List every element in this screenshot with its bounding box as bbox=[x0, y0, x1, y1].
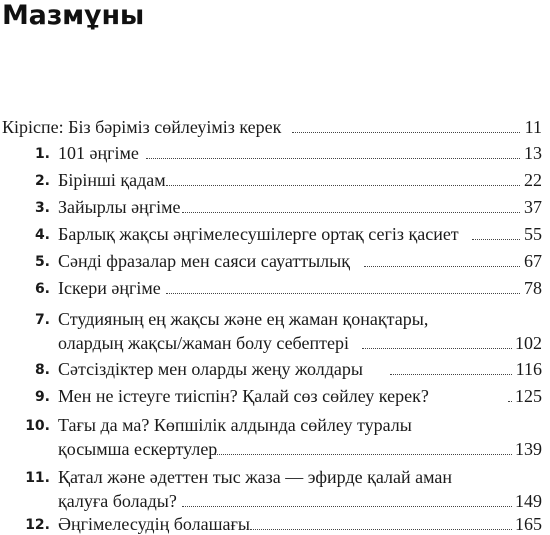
chapter-number: 6. bbox=[34, 281, 50, 297]
toc-entry bbox=[0, 170, 550, 190]
toc-page-number: 55 bbox=[524, 224, 542, 244]
dot-leader bbox=[146, 158, 520, 159]
chapter-number: 4. bbox=[34, 227, 50, 243]
toc-entry-title: Тағы да ма? Көпшілік алдында сөйлеу туралы bbox=[58, 415, 412, 435]
toc-page-number: 149 bbox=[515, 491, 542, 511]
toc-page-number: 22 bbox=[524, 170, 542, 190]
toc-entry bbox=[0, 143, 550, 163]
chapter-number: 8. bbox=[34, 362, 50, 378]
dot-leader bbox=[182, 212, 520, 213]
toc-page-number: 102 bbox=[515, 333, 542, 353]
toc-entry-continuation bbox=[0, 491, 550, 511]
toc-page-number: 116 bbox=[515, 359, 542, 379]
toc-entry-title: Іскери әңгіме bbox=[58, 278, 161, 298]
chapter-number: 9. bbox=[34, 389, 50, 405]
toc-page-number: 139 bbox=[515, 439, 542, 459]
toc-page-number: 13 bbox=[524, 143, 542, 163]
toc-page-number: 67 bbox=[524, 251, 542, 271]
chapter-number: 1. bbox=[34, 146, 50, 162]
chapter-number: 11. bbox=[25, 470, 50, 486]
toc-entry bbox=[0, 278, 550, 298]
toc-entry-title: 101 әңгіме bbox=[58, 143, 139, 163]
toc-page-number: 125 bbox=[515, 386, 542, 406]
toc-entry-title: Кіріспе: Біз бәріміз сөйлеуіміз керек bbox=[2, 117, 282, 137]
toc-entry-title: олардың жақсы/жаман болу себептері bbox=[58, 333, 349, 353]
dot-leader bbox=[250, 529, 512, 530]
toc-entry bbox=[0, 386, 550, 406]
toc-entry bbox=[0, 224, 550, 244]
toc-entry-title: Мен не істеуге тиіспін? Қалай сөз сөйлеу керек? bbox=[58, 386, 429, 406]
toc-entry-title: Студияның ең жақсы және ең жаман қонақтары, bbox=[58, 309, 429, 329]
dot-leader bbox=[508, 401, 512, 402]
toc-entry-title: қосымша ескертулер bbox=[58, 439, 218, 459]
toc-entry-title: Бірінші қадам bbox=[58, 170, 166, 190]
dot-leader bbox=[182, 506, 512, 507]
toc-page-number: 78 bbox=[524, 278, 542, 298]
dot-leader bbox=[472, 239, 520, 240]
dot-leader bbox=[390, 374, 512, 375]
chapter-number: 7. bbox=[34, 312, 50, 328]
toc-entry bbox=[0, 467, 550, 487]
toc-entry-title: Сәтсіздіктер мен оларды жеңу жолдары bbox=[58, 359, 363, 379]
toc-entry-title: Зайырлы әңгіме bbox=[58, 197, 181, 217]
chapter-number: 5. bbox=[34, 254, 50, 270]
chapter-number: 3. bbox=[34, 200, 50, 216]
chapter-number: 10. bbox=[25, 418, 50, 434]
toc-entry-title: қалуға болады? bbox=[58, 491, 177, 511]
dot-leader bbox=[362, 348, 512, 349]
toc-entry-continuation bbox=[0, 333, 550, 353]
chapter-number: 12. bbox=[25, 517, 50, 533]
chapter-number: 2. bbox=[34, 173, 50, 189]
dot-leader bbox=[292, 132, 520, 133]
toc-entry-title: Әңгімелесудің болашағы bbox=[58, 514, 250, 534]
toc-entry-title: Барлық жақсы әңгімелесушілерге ортақ сегіз қасиет bbox=[58, 224, 459, 244]
toc-page-number: 37 bbox=[524, 197, 542, 217]
dot-leader bbox=[212, 454, 512, 455]
toc-entry bbox=[0, 514, 550, 534]
toc-entry-intro bbox=[0, 117, 550, 137]
dot-leader bbox=[364, 266, 520, 267]
toc-page-number: 11 bbox=[524, 117, 542, 137]
dot-leader bbox=[166, 185, 520, 186]
toc-entry bbox=[0, 415, 550, 435]
toc-entry bbox=[0, 359, 550, 379]
toc-entry-title: Сәнді фразалар мен саяси сауаттылық bbox=[58, 251, 350, 271]
toc-page-number: 165 bbox=[515, 514, 542, 534]
page-title: Мазмұны bbox=[2, 0, 145, 31]
dot-leader bbox=[166, 293, 520, 294]
toc-entry bbox=[0, 251, 550, 271]
toc-entry-title: Қатал және әдеттен тыс жаза — эфирде қалай аман bbox=[58, 467, 452, 487]
toc-entry bbox=[0, 197, 550, 217]
toc-entry-continuation bbox=[0, 439, 550, 459]
toc-entry bbox=[0, 309, 550, 329]
